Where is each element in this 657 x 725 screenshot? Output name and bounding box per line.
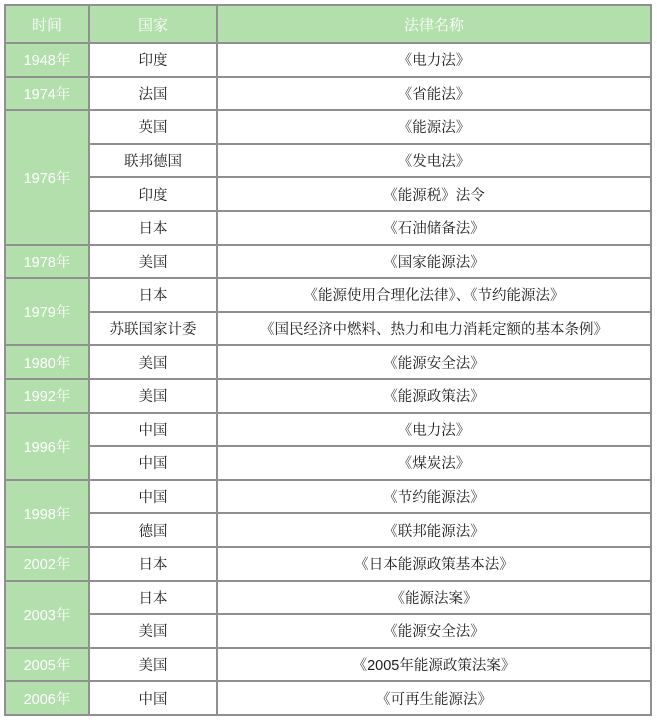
country-cell: 印度: [89, 177, 217, 211]
year-cell: 2002年: [5, 547, 89, 581]
year-cell: 1992年: [5, 379, 89, 413]
year-cell: 1998年: [5, 480, 89, 547]
country-cell: 英国: [89, 110, 217, 144]
law-cell: 《可再生能源法》: [217, 681, 651, 715]
year-cell: 1980年: [5, 345, 89, 379]
country-cell: 日本: [89, 547, 217, 581]
header-row: [5, 5, 651, 43]
country-cell: 联邦德国: [89, 144, 217, 178]
table-row: [5, 648, 651, 682]
table-row: [5, 211, 651, 245]
law-cell: 《能源法案》: [217, 581, 651, 615]
table-row: [5, 379, 651, 413]
law-cell: 《能源安全法》: [217, 614, 651, 648]
law-cell: 《国民经济中燃料、热力和电力消耗定额的基本条例》: [217, 312, 651, 346]
law-cell: 《国家能源法》: [217, 245, 651, 279]
law-cell: 《日本能源政策基本法》: [217, 547, 651, 581]
table-row: [5, 513, 651, 547]
country-cell: 日本: [89, 581, 217, 615]
law-cell: 《省能法》: [217, 77, 651, 111]
year-cell: 1976年: [5, 110, 89, 244]
table-row: [5, 581, 651, 615]
law-cell: 《节约能源法》: [217, 480, 651, 514]
country-cell: 法国: [89, 77, 217, 111]
year-cell: 1979年: [5, 278, 89, 345]
law-cell: 《能源税》法令: [217, 177, 651, 211]
law-cell: 《石油储备法》: [217, 211, 651, 245]
table-row: [5, 547, 651, 581]
header-country: 国家: [89, 5, 217, 43]
table-row: [5, 278, 651, 312]
law-cell: 《能源使用合理化法律》、《节约能源法》: [217, 278, 651, 312]
table-row: [5, 681, 651, 715]
table-row: [5, 77, 651, 111]
country-cell: 中国: [89, 446, 217, 480]
energy-laws-table: [4, 4, 652, 716]
country-cell: 中国: [89, 480, 217, 514]
country-cell: 中国: [89, 413, 217, 447]
year-cell: 2006年: [5, 681, 89, 715]
country-cell: 中国: [89, 681, 217, 715]
table-row: [5, 480, 651, 514]
law-cell: 《能源安全法》: [217, 345, 651, 379]
country-cell: 德国: [89, 513, 217, 547]
table-row: [5, 245, 651, 279]
law-cell: 《发电法》: [217, 144, 651, 178]
year-cell: 1996年: [5, 413, 89, 480]
table-body: [5, 43, 651, 715]
table-row: [5, 446, 651, 480]
law-cell: 《煤炭法》: [217, 446, 651, 480]
law-cell: 《联邦能源法》: [217, 513, 651, 547]
year-cell: 1974年: [5, 77, 89, 111]
law-cell: 《能源法》: [217, 110, 651, 144]
country-cell: 美国: [89, 379, 217, 413]
country-cell: 美国: [89, 648, 217, 682]
table-row: [5, 110, 651, 144]
table-row: [5, 43, 651, 77]
law-cell: 《电力法》: [217, 43, 651, 77]
table-row: [5, 312, 651, 346]
table-row: [5, 177, 651, 211]
year-cell: 1978年: [5, 245, 89, 279]
table-row: [5, 614, 651, 648]
country-cell: 苏联国家计委: [89, 312, 217, 346]
law-cell: 《能源政策法》: [217, 379, 651, 413]
table-row: [5, 144, 651, 178]
law-cell: 《2005年能源政策法案》: [217, 648, 651, 682]
year-cell: 1948年: [5, 43, 89, 77]
year-cell: 2005年: [5, 648, 89, 682]
country-cell: 美国: [89, 245, 217, 279]
header-time: 时间: [5, 5, 89, 43]
header-law-name: 法律名称: [217, 5, 651, 43]
table-row: [5, 345, 651, 379]
country-cell: 美国: [89, 345, 217, 379]
law-cell: 《电力法》: [217, 413, 651, 447]
year-cell: 2003年: [5, 581, 89, 648]
country-cell: 日本: [89, 278, 217, 312]
country-cell: 美国: [89, 614, 217, 648]
country-cell: 日本: [89, 211, 217, 245]
table-row: [5, 413, 651, 447]
country-cell: 印度: [89, 43, 217, 77]
